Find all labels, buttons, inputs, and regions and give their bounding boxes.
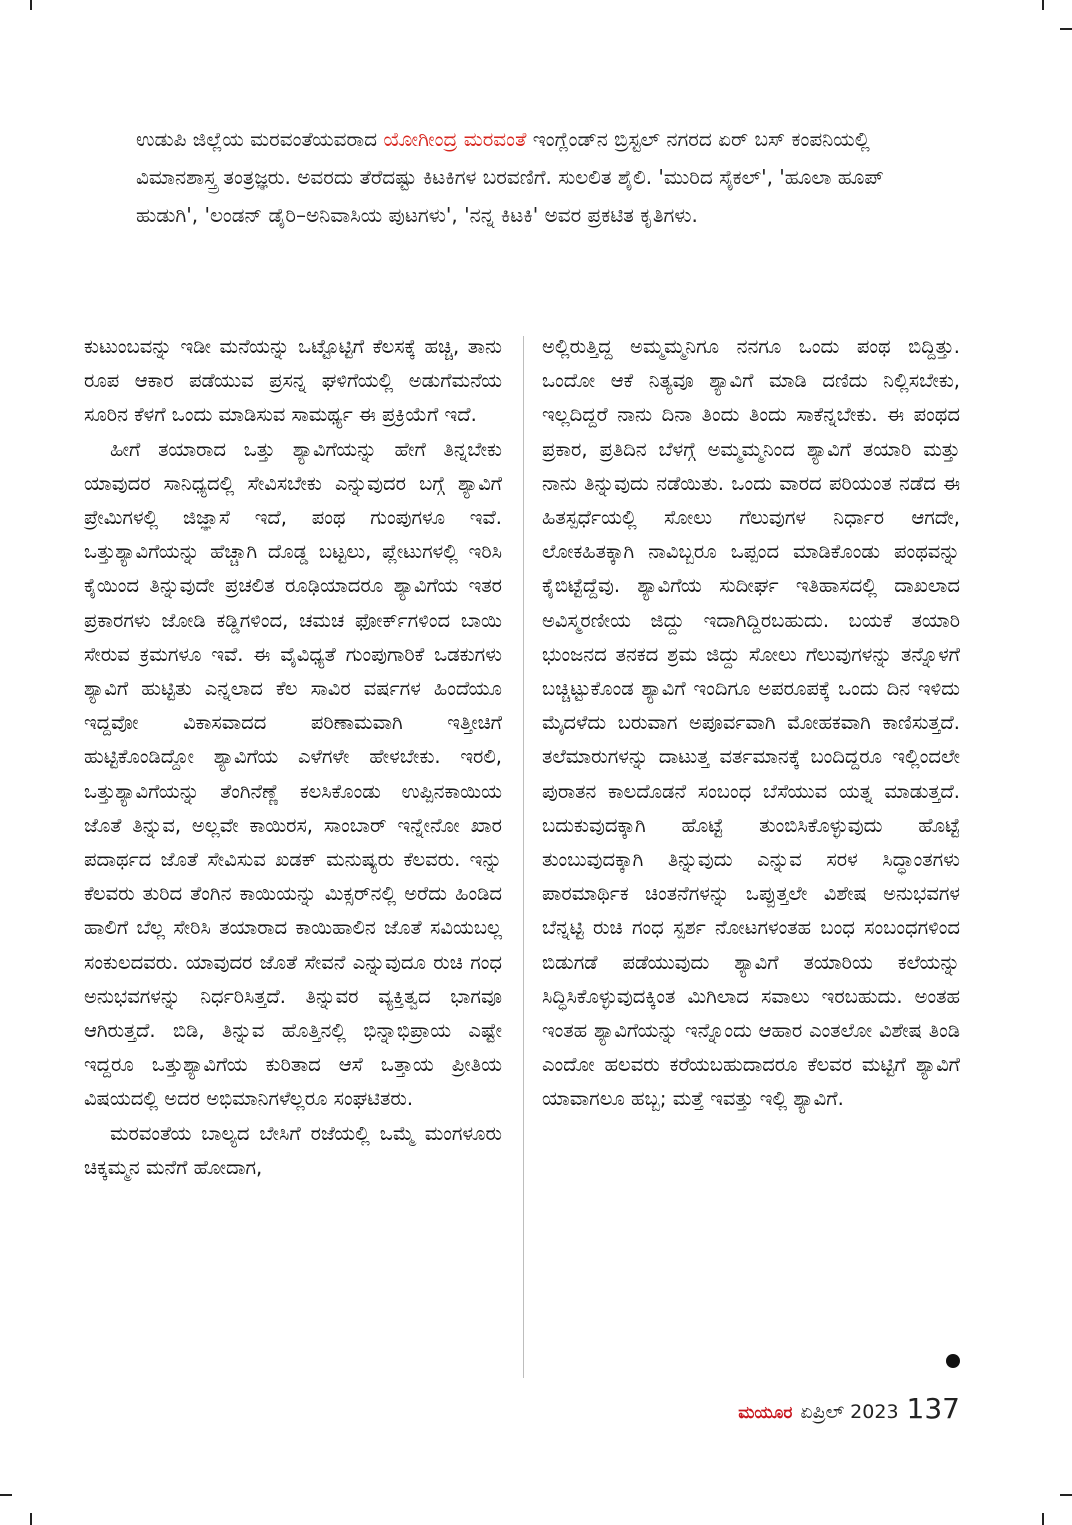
right-column: [542, 330, 960, 1117]
left-paragraph-2: ಹೀಗೆ ತಯಾರಾದ ಒತ್ತು ಶ್ಯಾವಿಗೆಯನ್ನು ಹೇಗೆ ತಿನ್ನಬೇಕು ಯಾವುದರ ಸಾನಿಧ್ಯದಲ್ಲಿ ಸೇವಿಸಬೇಕು ಎನ್ನುವುದರ ಬಗ್ಗೆ ಶ್ಯಾವಿಗೆ ಪ್ರೇಮಿಗಳಲ್ಲಿ ಜಿಜ್ಞಾಸೆ ಇದೆ, ಪಂಥ ಗುಂಪುಗಳೂ ಇವೆ. ಒತ್ತುಶ್ಯಾವಿಗೆಯನ್ನು ಹೆಚ್ಚಾಗಿ ದೊಡ್ಡ ಬಟ್ಟಲು, ಪ್ಲೇಟುಗಳಲ್ಲಿ ಇರಿಸಿ ಕೈಯಿಂದ ತಿನ್ನುವುದೇ ಪ್ರಚಲಿತ ರೂಢಿಯಾದರೂ ಶ್ಯಾವಿಗೆಯ ಇತರ ಪ್ರಕಾರಗಳು ಜೋಡಿ ಕಡ್ಡಿಗಳಿಂದ, ಚಮಚ ಫೋರ್ಕ್‌ಗಳಿಂದ ಬಾಯಿ ಸೇರುವ ಕ್ರಮಗಳೂ ಇವೆ. ಈ ವೈವಿಧ್ಯತೆ ಗುಂಪುಗಾರಿಕೆ ಒಡಕುಗಳು ಶ್ಯಾವಿಗೆ ಹುಟ್ಟಿತು ಎನ್ನಲಾದ ಕೆಲ ಸಾವಿರ ವರ್ಷಗಳ ಹಿಂದೆಯೂ ಇದ್ದವೋ ವಿಕಾಸವಾದದ ಪರಿಣಾಮವಾಗಿ ಇತ್ತೀಚಿಗೆ ಹುಟ್ಟಿಕೊಂಡಿದ್ದೋ ಶ್ಯಾವಿಗೆಯ ಎಳೆಗಳೇ ಹೇಳಬೇಕು. ಇರಲಿ, ಒತ್ತುಶ್ಯಾವಿಗೆಯನ್ನು ತೆಂಗಿನೆಣ್ಣೆ ಕಲಸಿಕೊಂಡು ಉಪ್ಪಿನಕಾಯಿಯ ಜೊತೆ ತಿನ್ನುವ, ಅಲ್ಲವೇ ಕಾಯಿರಸ, ಸಾಂಬಾರ್ ಇನ್ನೇನೋ ಖಾರ ಪದಾರ್ಥದ ಜೊತೆ ಸೇವಿಸುವ ಖಡಕ್ ಮನುಷ್ಯರು ಕೆಲವರು. ಇನ್ನು ಕೆಲವರು ತುರಿದ ತೆಂಗಿನ ಕಾಯಿಯನ್ನು ಮಿಕ್ಸರ್‌ನಲ್ಲಿ ಅರೆದು ಹಿಂಡಿದ ಹಾಲಿಗೆ ಬೆಲ್ಲ ಸೇರಿಸಿ ತಯಾರಾದ ಕಾಯಿಹಾಲಿನ ಜೊತೆ ಸವಿಯಬಲ್ಲ ಸಂಕುಲದವರು. ಯಾವುದರ ಜೊತೆ ಸೇವನೆ ಎನ್ನುವುದೂ ರುಚಿ ಗಂಧ ಅನುಭವಗಳನ್ನು ನಿರ್ಧರಿಸಿತ್ತದೆ. ತಿನ್ನುವರ ವ್ಯಕ್ತಿತ್ವದ ಭಾಗವೂ ಆಗಿರುತ್ತದೆ. ಬಿಡಿ, ತಿನ್ನುವ ಹೊತ್ತಿನಲ್ಲಿ ಭಿನ್ನಾಭಿಪ್ರಾಯ ಎಷ್ಟೇ ಇದ್ದರೂ ಒತ್ತುಶ್ಯಾವಿಗೆಯ ಕುರಿತಾದ ಆಸೆ ಒತ್ತಾಯ ಪ್ರೀತಿಯ ವಿಷಯದಲ್ಲಿ ಅದರ ಅಭಿಮಾನಿಗಳೆಲ್ಲರೂ ಸಂಘಟಿತರು.: [84, 437, 502, 1111]
author-bio: [136, 120, 936, 234]
crop-mark-top-right: [1042, 0, 1044, 10]
left-paragraph-1: ಕುಟುಂಬವನ್ನು ಇಡೀ ಮನೆಯನ್ನು ಒಟ್ಟೊಟ್ಟಿಗೆ ಕೆಲಸಕ್ಕೆ ಹಚ್ಚಿ, ತಾನು ರೂಪ ಆಕಾರ ಪಡೆಯುವ ಪ್ರಸನ್ನ ಘಳಿಗೆಯಲ್ಲಿ ಅಡುಗೆಮನೆಯ ಸೂರಿನ ಕೆಳಗೆ ಒಂದು ಮಾಡಿಸುವ ಸಾಮರ್ಥ್ಯ ಈ ಪ್ರಕ್ರಿಯೆಗೆ ಇದೆ.: [84, 335, 502, 427]
column-divider: [523, 336, 524, 1378]
page-number: 137: [906, 1392, 960, 1425]
crop-mark-right-upper: [1060, 28, 1072, 30]
issue-date: ಏಪ್ರಿಲ್ 2023: [800, 1401, 899, 1423]
end-of-article-bullet: [946, 1354, 960, 1368]
left-paragraph-3: ಮರವಂತೆಯ ಬಾಲ್ಯದ ಬೇಸಿಗೆ ರಜೆಯಲ್ಲಿ ಒಮ್ಮೆ ಮಂಗಳೂರು ಚಿಕ್ಕಮ್ಮನ ಮನೆಗೆ ಹೋದಾಗ,: [84, 1121, 502, 1179]
right-paragraph-1: ಅಲ್ಲಿರುತ್ತಿದ್ದ ಅಮ್ಮಮ್ಮನಿಗೂ ನನಗೂ ಒಂದು ಪಂಥ ಬಿದ್ದಿತ್ತು. ಒಂದೋ ಆಕೆ ನಿತ್ಯವೂ ಶ್ಯಾವಿಗೆ ಮಾಡಿ ದಣಿದು ನಿಲ್ಲಿಸಬೇಕು, ಇಲ್ಲದಿದ್ದರೆ ನಾನು ದಿನಾ ತಿಂದು ತಿಂದು ಸಾಕೆನ್ನಬೇಕು. ಈ ಪಂಥದ ಪ್ರಕಾರ, ಪ್ರತಿದಿನ ಬೆಳಗ್ಗೆ ಅಮ್ಮಮ್ಮನಿಂದ ಶ್ಯಾವಿಗೆ ತಯಾರಿ ಮತ್ತು ನಾನು ತಿನ್ನುವುದು ನಡೆಯಿತು. ಒಂದು ವಾರದ ಪರಿಯಂತ ನಡೆದ ಈ ಹಿತಸ್ಪರ್ಧೆಯಲ್ಲಿ ಸೋಲು ಗೆಲುವುಗಳ ನಿರ್ಧಾರ ಆಗದೇ, ಲೋಕಹಿತಕ್ಕಾಗಿ ನಾವಿಬ್ಬರೂ ಒಪ್ಪಂದ ಮಾಡಿಕೊಂಡು ಪಂಥವನ್ನು ಕೈಬಿಟ್ಟೆದ್ದೆವು. ಶ್ಯಾವಿಗೆಯ ಸುದೀರ್ಘ ಇತಿಹಾಸದಲ್ಲಿ ದಾಖಲಾದ ಅವಿಸ್ಮರಣೀಯ ಜಿದ್ದು ಇದಾಗಿದ್ದಿರಬಹುದು. ಬಯಕೆ ತಯಾರಿ ಭುಂಜನದ ತನಕದ ಶ್ರಮ ಜಿದ್ದು ಸೋಲು ಗೆಲುವುಗಳನ್ನು ತನ್ನೊಳಗೆ ಬಚ್ಚಿಟ್ಟುಕೊಂಡ ಶ್ಯಾವಿಗೆ ಇಂದಿಗೂ ಅಪರೂಪಕ್ಕೆ ಒಂದು ದಿನ ಇಳಿದು ಮೈದಳೆದು ಬರುವಾಗ ಅಪೂರ್ವವಾಗಿ ಮೋಹಕವಾಗಿ ಕಾಣಿಸುತ್ತದೆ. ತಲೆಮಾರುಗಳನ್ನು ದಾಟುತ್ತ ವರ್ತಮಾನಕ್ಕೆ ಬಂದಿದ್ದರೂ ಇಲ್ಲಿಂದಲೇ ಪುರಾತನ ಕಾಲದೊಡನೆ ಸಂಬಂಧ ಬೆಸೆಯುವ ಯತ್ನ ಮಾಡುತ್ತದೆ. ಬದುಕುವುದಕ್ಕಾಗಿ ಹೊಟ್ಟೆ ತುಂಬಿಸಿಕೊಳ್ಳುವುದು ಹೊಟ್ಟೆ ತುಂಬುವುದಕ್ಕಾಗಿ ತಿನ್ನುವುದು ಎನ್ನುವ ಸರಳ ಸಿದ್ಧಾಂತಗಳು ಪಾರಮಾರ್ಥಿಕ ಚಿಂತನೆಗಳನ್ನು ಒಪ್ಪುತ್ತಲೇ ವಿಶೇಷ ಅನುಭವಗಳ ಬೆನ್ನಟ್ಟಿ ರುಚಿ ಗಂಧ ಸ್ಪರ್ಶ ನೋಟಗಳಂತಹ ಬಂಧ ಸಂಬಂಧಗಳಿಂದ ಬಿಡುಗಡೆ ಪಡೆಯುವುದು ಶ್ಯಾವಿಗೆ ತಯಾರಿಯ ಕಲೆಯನ್ನು ಸಿದ್ಧಿಸಿಕೊಳ್ಳುವುದಕ್ಕಿಂತ ಮಿಗಿಲಾದ ಸವಾಲು ಇರಬಹುದು. ಅಂತಹ ಇಂತಹ ಶ್ಯಾವಿಗೆಯನ್ನು ಇನ್ನೊಂದು ಆಹಾರ ಎಂತಲೋ ವಿಶೇಷ ತಿಂಡಿ ಎಂದೋ ಹಲವರು ಕರೆಯಬಹುದಾದರೂ ಕೆಲವರ ಮಟ್ಟಿಗೆ ಶ್ಯಾವಿಗೆ ಯಾವಾಗಲೂ ಹಬ್ಬ; ಮತ್ತೆ ಇವತ್ತು ಇಲ್ಲಿ ಶ್ಯಾವಿಗೆ.: [542, 335, 960, 1111]
crop-mark-bottom-right: [1042, 1513, 1044, 1525]
author-name: ಯೋಗೀಂದ್ರ ಮರವಂತೆ: [383, 127, 527, 151]
left-column: [84, 330, 502, 1185]
magazine-logo: ಮಯೂರ: [738, 1403, 793, 1423]
crop-mark-left-lower: [0, 1494, 12, 1496]
crop-mark-right-lower: [1060, 1494, 1072, 1496]
bio-text-start: ಉಡುಪಿ ಜಿಲ್ಲೆಯ ಮರವಂತೆಯವರಾದ: [136, 127, 384, 151]
page-footer: [738, 1392, 960, 1425]
crop-mark-bottom-left: [30, 1513, 32, 1525]
crop-mark-top-left: [30, 0, 32, 10]
bio-text-rest: ಇಂಗ್ಲೆಂಡ್‌ನ ಬ್ರಿಸ್ಟಲ್ ನಗರದ ಏರ್ ಬಸ್ ಕಂಪನಿಯಲ್ಲಿ ವಿಮಾನಶಾಸ್ತ್ರ ತಂತ್ರಜ್ಞರು. ಅವರದು ತೆರೆದಷ್ಟು ಕಿಟಕಿಗಳ ಬರವಣಿಗೆ. ಸುಲಲಿತ ಶೈಲಿ. 'ಮುರಿದ ಸೈಕಲ್', 'ಹೂಲಾ ಹೂಪ್ ಹುಡುಗಿ', 'ಲಂಡನ್ ಡೈರಿ–ಅನಿವಾಸಿಯ ಪುಟಗಳು', 'ನನ್ನ ಕಿಟಕಿ' ಅವರ ಪ್ರಕಟಿತ ಕೃತಿಗಳು.: [136, 127, 884, 227]
